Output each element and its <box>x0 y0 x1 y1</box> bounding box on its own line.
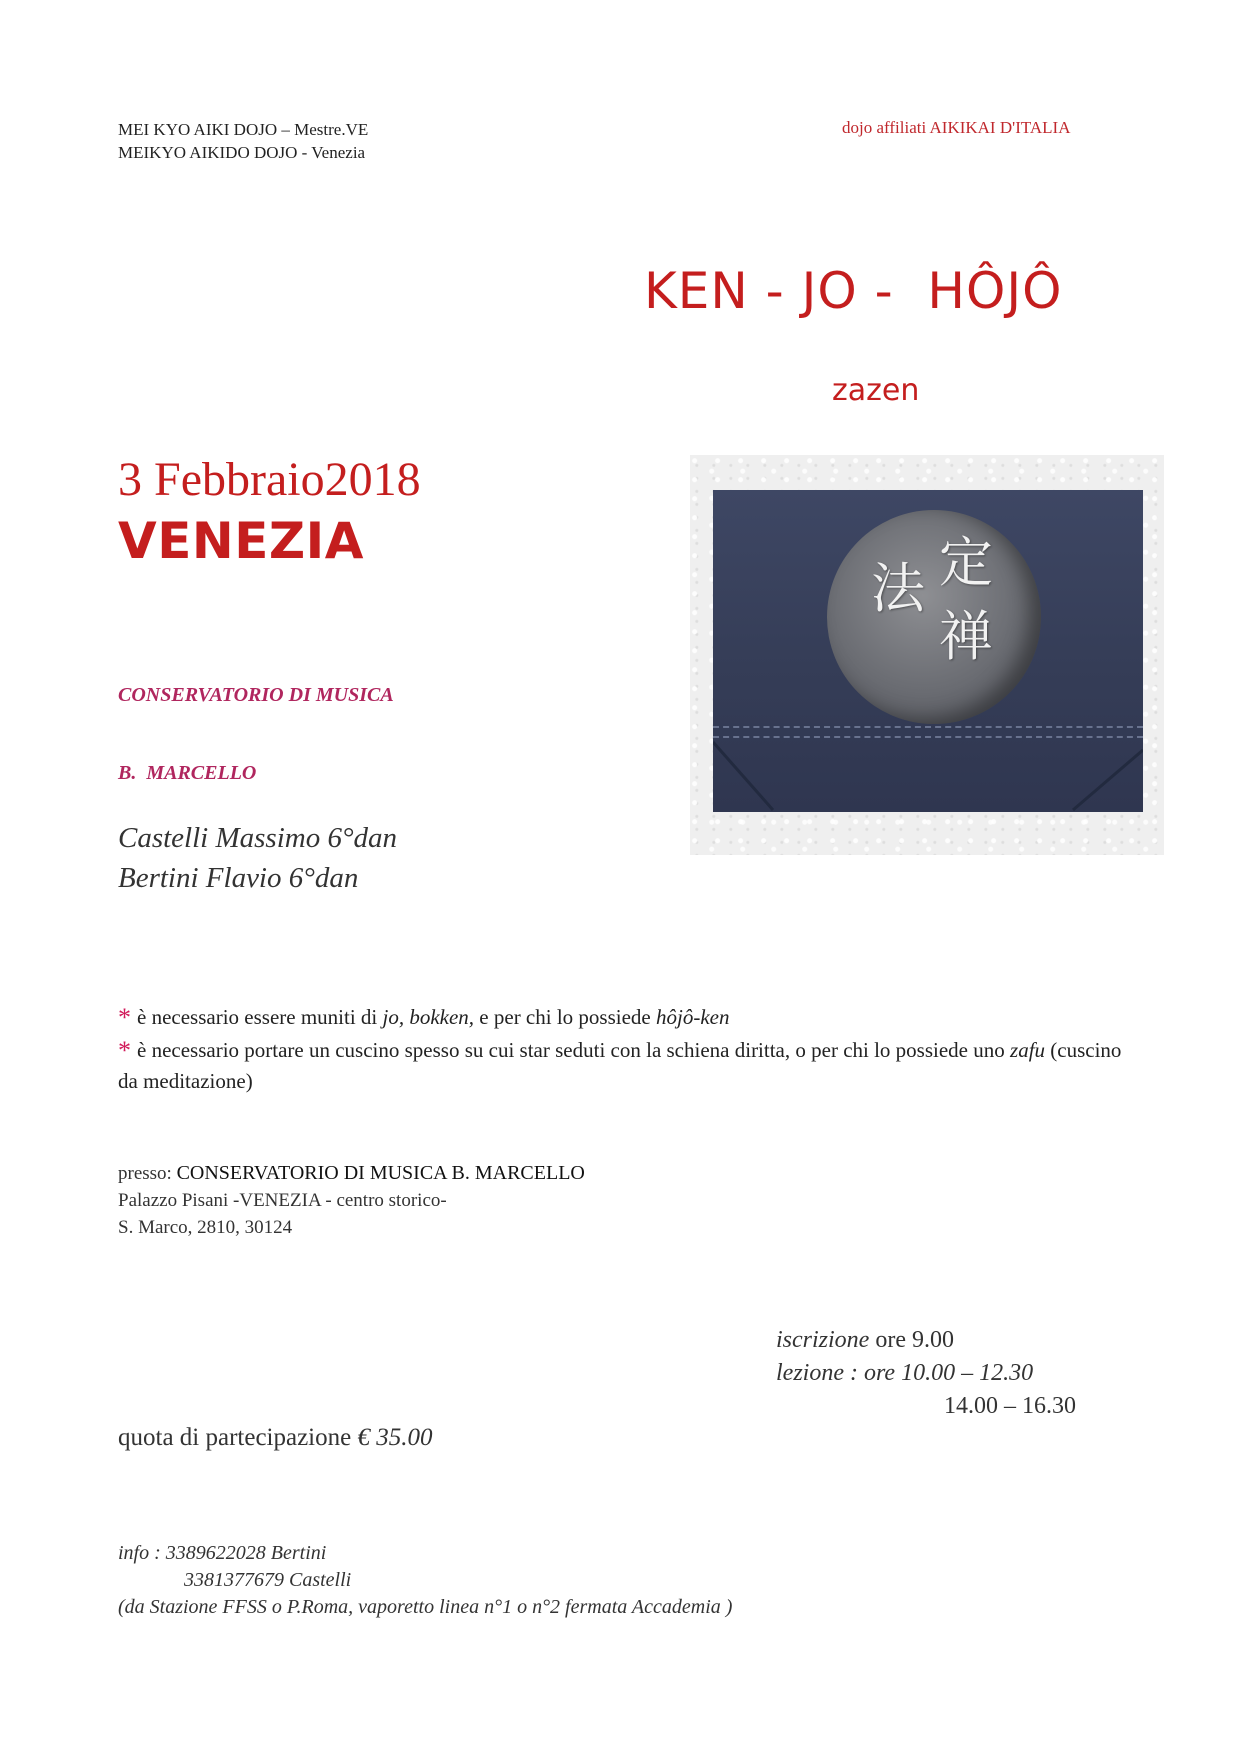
fabric-stitch-line <box>713 726 1143 728</box>
zazen-photo <box>713 490 1143 812</box>
dojo-name-mestre: MEI KYO AIKI DOJO – Mestre.VE <box>118 120 369 139</box>
address-line1: presso: CONSERVATORIO DI MUSICA B. MARCELLO <box>118 1162 585 1184</box>
event-city: VENEZIA <box>118 512 364 570</box>
affiliation-label: dojo affiliati AIKIKAI D'ITALIA <box>842 118 1071 137</box>
address-venue: CONSERVATORIO DI MUSICA B. MARCELLO <box>176 1162 585 1184</box>
note-item: * è necessario portare un cuscino spesso su cui star seduti con la schiena diritta, o per chi lo possiede uno zafu (cuscino da meditazione) <box>118 1036 1122 1093</box>
fee-amount: € 35.00 <box>357 1424 433 1451</box>
asterisk-icon: * <box>118 1003 131 1032</box>
address-line2: Palazzo Pisani -VENEZIA - centro storico- <box>118 1190 447 1211</box>
lesson-time: lezione : ore 10.00 – 12.30 <box>776 1360 1034 1386</box>
info-block <box>118 1540 732 1621</box>
requirements-notes <box>118 1002 1128 1099</box>
info-directions: (da Stazione FFSS o P.Roma, vaporetto linea n°1 o n°2 fermata Accademia ) <box>118 1596 733 1618</box>
address-line3: S. Marco, 2810, 30124 <box>118 1217 293 1238</box>
kanji-1: 法 <box>871 557 925 620</box>
event-title: KEN - JO - HÔJÔ <box>644 262 1063 320</box>
note-item: * è necessario essere muniti di jo, bokken, e per chi lo possiede hôjô-ken <box>118 1003 730 1032</box>
teachers-list <box>118 818 397 898</box>
fabric-stitch-line <box>713 736 1143 738</box>
header-left <box>118 118 368 164</box>
venue-line1: CONSERVATORIO DI MUSICA <box>118 684 394 706</box>
schedule-block <box>776 1324 1076 1423</box>
kanji-3: 禅 <box>939 605 993 668</box>
kanji-medallion <box>827 510 1041 724</box>
registration-time: iscrizione ore 9.00 <box>776 1327 954 1353</box>
teacher-bertini: Bertini Flavio 6°dan <box>118 862 359 894</box>
participation-fee: quota di partecipazione € 35.00 <box>118 1424 433 1451</box>
venue-heading <box>118 630 394 812</box>
info-phone-castelli: 3381377679 Castelli <box>184 1569 352 1591</box>
lesson-time-afternoon: 14.00 – 16.30 <box>944 1393 1076 1419</box>
teacher-castelli: Castelli Massimo 6°dan <box>118 822 398 854</box>
event-date: 3 Febbraio2018 <box>118 453 421 506</box>
asterisk-icon: * <box>118 1036 131 1065</box>
event-subtitle: zazen <box>832 373 920 408</box>
dojo-name-venezia: MEIKYO AIKIDO DOJO - Venezia <box>118 143 366 162</box>
address-block <box>118 1160 585 1241</box>
kanji-2: 定 <box>939 531 993 594</box>
venue-line2: B. MARCELLO <box>118 762 257 784</box>
info-phone-bertini: info : 3389622028 Bertini <box>118 1542 327 1564</box>
fabric-fold <box>713 740 1143 812</box>
